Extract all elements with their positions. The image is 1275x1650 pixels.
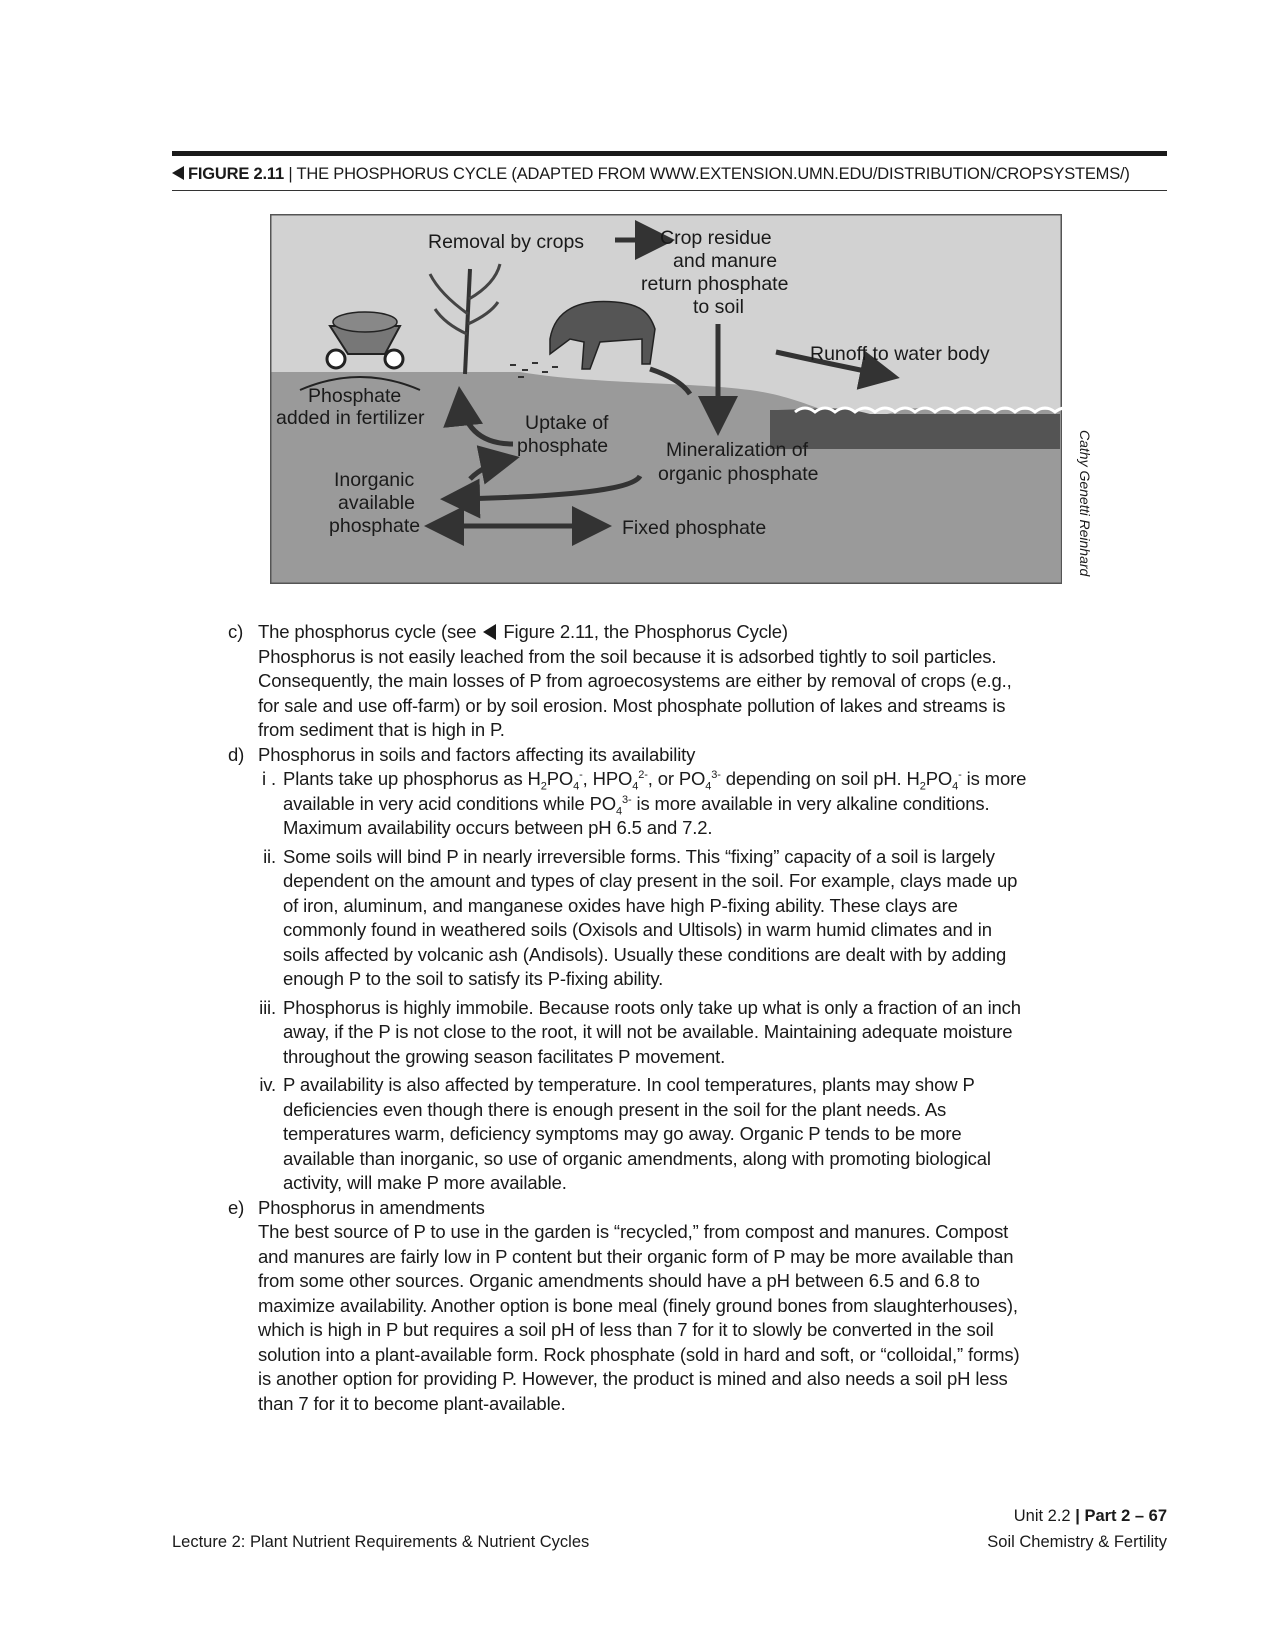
label-crop-residue-4: to soil (693, 296, 744, 318)
label-crop-residue-3: return phosphate (641, 273, 789, 295)
item-text: Plants take up phosphorus as $H_2PO_4^-$, $HPO_4^{2-}$, or $PO_4^{3-}$ depending on soil pH. $H_2PO_4^-$ is more available in very acid conditions while $PO_4^{3-}$ is more available in very alkaline conditions. Maximum availability occurs between pH 6.5 and 7.2. (283, 768, 1027, 838)
label-inorganic-3: phosphate (329, 515, 421, 537)
section-e-body: The best source of P to use in the garden is “recycled,” from compost and manures. Compost and manures are fairly low in P content but their organic form of P may be more available than from some other sources. Organic amendments should have a pH between 6.5 and 6.8 to maximize availability. Another option is bone meal (finely ground bones from slaughterhouses), which is high in P but requires a soil pH of less than 7 for it to slowly be converted in the soil solution into a plant-available form. Rock phosphate (sold in hard and soft, or “colloidal,” forms) is another option for providing P. However, the product is mined and also needs a soil pH less than 7 for it to become plant-available. (258, 1221, 1020, 1414)
footer-page: Part 2 – 67 (1084, 1507, 1167, 1525)
figure-title: THE PHOSPHORUS CYCLE (ADAPTED FROM WWW.EXTENSION.UMN.EDU/DISTRIBUTION/CROPSYSTEMS/) (296, 165, 1130, 183)
label-mineralization-2: organic phosphate (658, 463, 819, 485)
label-inorganic-2: available (338, 492, 415, 514)
section-d (228, 743, 1028, 1196)
label-inorganic-1: Inorganic (334, 469, 415, 491)
section-c-body: Phosphorus is not easily leached from the soil because it is adsorbed tightly to soil particles. Consequently, the main losses of P from agroecosystems are either by removal of crops (e.g., for sale and use off-farm) or by soil erosion. Most phosphate pollution of lakes and streams is from sediment that is high in P. (258, 645, 1012, 740)
item-numeral: iii. (259, 996, 276, 1018)
triangle-left-icon (483, 624, 496, 640)
phosphorus-cycle-diagram (270, 214, 1062, 584)
section-e-marker: e) (228, 1196, 245, 1218)
label-phosphate-added-2: added in fertilizer (276, 407, 425, 429)
figure-rule-bottom (172, 190, 1167, 191)
label-uptake-1: Uptake of (525, 412, 609, 434)
figure-credit: Cathy Genetti Reinhard (1077, 430, 1093, 577)
triangle-left-icon (172, 166, 184, 180)
item-text: Some soils will bind P in nearly irreversible forms. This “fixing” capacity of a soil is largely dependent on the amount and types of clay present in the soil. For example, clays made up of iron, aluminum, and manganese oxides have high P-fixing ability. These clays are commonly found in weathered soils (Oxisols and Ultisols) in warm humid climates and in soils affected by volcanic ash (Andisols). Usually these conditions are dealt with by adding enough P to the soil to satisfy its P-fixing ability. (283, 845, 1018, 989)
item-numeral: ii. (263, 845, 276, 867)
label-uptake-2: phosphate (517, 435, 609, 457)
label-fixed: Fixed phosphate (622, 517, 767, 539)
section-d-marker: d) (228, 743, 245, 765)
item-numeral: iv. (259, 1074, 276, 1095)
section-e-heading: Phosphorus in amendments (258, 1196, 485, 1218)
section-c-marker: c) (228, 621, 244, 642)
label-removal: Removal by crops (428, 231, 585, 253)
section-d-item-4 (228, 1073, 1028, 1196)
footer-course-title: Soil Chemistry & Fertility (987, 1533, 1167, 1551)
diagram-water (770, 408, 1060, 449)
body-text (228, 620, 1028, 1416)
figure-rule-top (172, 151, 1167, 156)
section-d-item-2 (228, 845, 1028, 992)
label-crop-residue-1: Crop residue (660, 227, 772, 249)
label-phosphate-added-1: Phosphate (308, 385, 402, 407)
section-d-item-1 (228, 767, 1028, 841)
figure-caption (172, 161, 1167, 187)
footer-lecture-title: Lecture 2: Plant Nutrient Requirements & Nutrient Cycles (172, 1533, 590, 1551)
section-d-item-3 (228, 996, 1028, 1070)
label-runoff: Runoff to water body (810, 343, 990, 365)
item-text: P availability is also affected by temperature. In cool temperatures, plants may show P deficiencies even though there is enough present in the soil for the plant needs. As temperatures warm, deficiency symptoms may go away. Organic P tends to be more available than inorganic, so use of organic amendments, along with promoting biological activity, will make P more available. (283, 1074, 991, 1193)
section-d-heading: Phosphorus in soils and factors affecting its availability (258, 743, 696, 765)
label-mineralization-1: Mineralization of (666, 439, 808, 461)
footer-unit: Unit 2.2 | Part 2 – 67 (1013, 1507, 1167, 1525)
caption-separator: | (288, 165, 293, 183)
label-crop-residue-2: and manure (673, 250, 778, 272)
item-text: Phosphorus is highly immobile. Because roots only take up what is only a fraction of an inch away, if the P is not close to the root, it will not be available. Maintaining adequate moisture throughout the growing season facilitates P movement. (283, 996, 1021, 1067)
figure-label: FIGURE 2.11 (188, 165, 284, 183)
section-c-heading: The phosphorus cycle (see Figure 2.11, the Phosphorus Cycle) (258, 621, 788, 642)
section-c (228, 620, 1028, 743)
section-e (228, 1196, 1028, 1417)
item-numeral: i . (262, 768, 276, 789)
